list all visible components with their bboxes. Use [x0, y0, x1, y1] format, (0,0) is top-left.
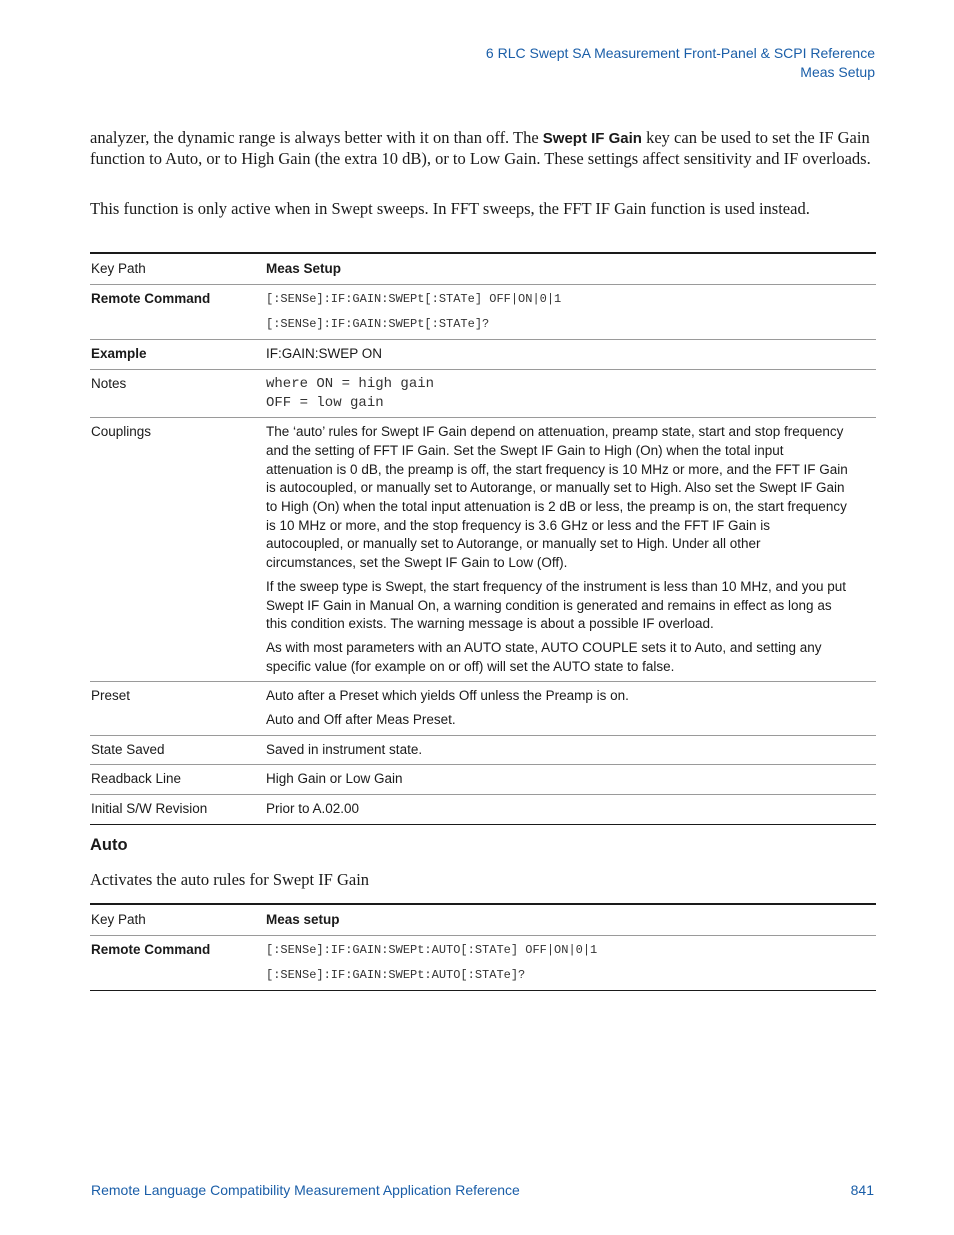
header-chapter: 6 RLC Swept SA Measurement Front-Panel & SCPI Reference	[485, 45, 875, 61]
auto-key-path-label: Key Path	[90, 904, 265, 935]
auto-remote-query: [:SENSe]:IF:GAIN:SWEPt:AUTO[:STATe]?	[266, 968, 526, 983]
table-row	[90, 340, 876, 370]
state-saved-label: State Saved	[90, 735, 265, 765]
page-footer	[91, 1182, 874, 1198]
table-row	[90, 765, 876, 795]
table-row	[90, 253, 876, 284]
page-number: 841	[850, 1182, 874, 1198]
intro-paragraph-1	[90, 128, 876, 168]
table-row	[90, 682, 876, 735]
remote-command-cell	[265, 284, 876, 339]
auto-remote-command: [:SENSe]:IF:GAIN:SWEPt:AUTO[:STATe] OFF|ON|0|1	[266, 942, 598, 957]
table-row	[90, 735, 876, 765]
table-row	[90, 904, 876, 935]
auto-section-description: Activates the auto rules for Swept IF Gain	[90, 870, 370, 889]
table-row	[90, 795, 876, 825]
notes-line-1: where ON = high gain	[266, 375, 435, 392]
swept-if-gain-table	[90, 252, 876, 825]
remote-command: [:SENSe]:IF:GAIN:SWEPt[:STATe] OFF|ON|0|1	[266, 291, 562, 306]
remote-query: [:SENSe]:IF:GAIN:SWEPt[:STATe]?	[266, 317, 490, 332]
state-saved-value: Saved in instrument state.	[265, 735, 876, 765]
preset-paragraph-2: Auto and Off after Meas Preset.	[266, 712, 456, 728]
preset-label: Preset	[90, 682, 265, 735]
notes-cell	[265, 369, 876, 417]
couplings-paragraph-3: As with most parameters with an AUTO state, AUTO COUPLE sets it to Auto, and setting any specific value (for example on or off) will set the AUTO state to false.	[266, 639, 822, 674]
auto-section-heading: Auto	[90, 836, 128, 854]
initial-revision-label: Initial S/W Revision	[90, 795, 265, 825]
intro-text-1b: key can be used to set the IF Gain function to Auto, or to High Gain (the extra 10 dB), or to Low Gain. These settings affect sensitivity and IF overloads.	[90, 128, 871, 168]
swept-if-gain-key-name: Swept IF Gain	[542, 130, 642, 147]
table-row	[90, 418, 876, 682]
intro-text-1a: analyzer, the dynamic range is always better with it on than off. The	[90, 128, 543, 147]
preset-paragraph-1: Auto after a Preset which yields Off unless the Preamp is on.	[266, 688, 629, 704]
example-value: IF:GAIN:SWEP ON	[265, 340, 876, 370]
header-section: Meas Setup	[800, 64, 875, 80]
intro-paragraph-2: This function is only active when in Swept sweeps. In FFT sweeps, the FFT IF Gain function is used instead.	[90, 199, 810, 218]
table-row	[90, 369, 876, 417]
couplings-cell	[265, 418, 876, 682]
auto-remote-command-cell	[265, 935, 876, 990]
auto-remote-command-label: Remote Command	[90, 935, 265, 990]
preset-cell	[265, 682, 876, 735]
running-header	[486, 44, 875, 82]
couplings-paragraph-2: If the sweep type is Swept, the start frequency of the instrument is less than 10 MHz, and you put Swept IF Gain in Manual On, a warning condition is generated and remains in effect as long as this condition exists. The warning message is about a possible IF overload.	[266, 578, 847, 632]
table-row	[90, 284, 876, 339]
notes-label: Notes	[90, 369, 265, 417]
initial-revision-value: Prior to A.02.00	[265, 795, 876, 825]
example-label: Example	[90, 340, 265, 370]
auto-table	[90, 903, 876, 991]
key-path-value: Meas Setup	[265, 253, 876, 284]
auto-key-path-value: Meas setup	[265, 904, 876, 935]
couplings-paragraph-1: The ‘auto’ rules for Swept IF Gain depend on attenuation, preamp state, start and stop frequency and the setting of FFT IF Gain. Set the Swept IF Gain to High (On) when the total input attenuation is 0 dB, the preamp is off, the start frequency is 10 MHz or more, and the FFT IF Gain is autocoupled, or manually set to Autorange, or manually set to High. Also set the Swept IF Gain to High (On) when the total input attenuation is 2 dB or less, the preamp is on, the start frequency is 10 MHz or more, and the stop frequency is 3.6 GHz or less and the FFT IF Gain is autocoupled, or manually set to Autorange, or manually set to High. Under all other circumstances, set the Swept IF Gain to Low (Off).	[266, 424, 848, 571]
readback-line-value: High Gain or Low Gain	[265, 765, 876, 795]
footer-title: Remote Language Compatibility Measurement Application Reference	[91, 1182, 520, 1198]
notes-line-2: OFF = low gain	[266, 394, 384, 411]
key-path-label: Key Path	[90, 253, 265, 284]
remote-command-label: Remote Command	[90, 284, 265, 339]
table-row	[90, 935, 876, 990]
couplings-label: Couplings	[90, 418, 265, 682]
readback-line-label: Readback Line	[90, 765, 265, 795]
